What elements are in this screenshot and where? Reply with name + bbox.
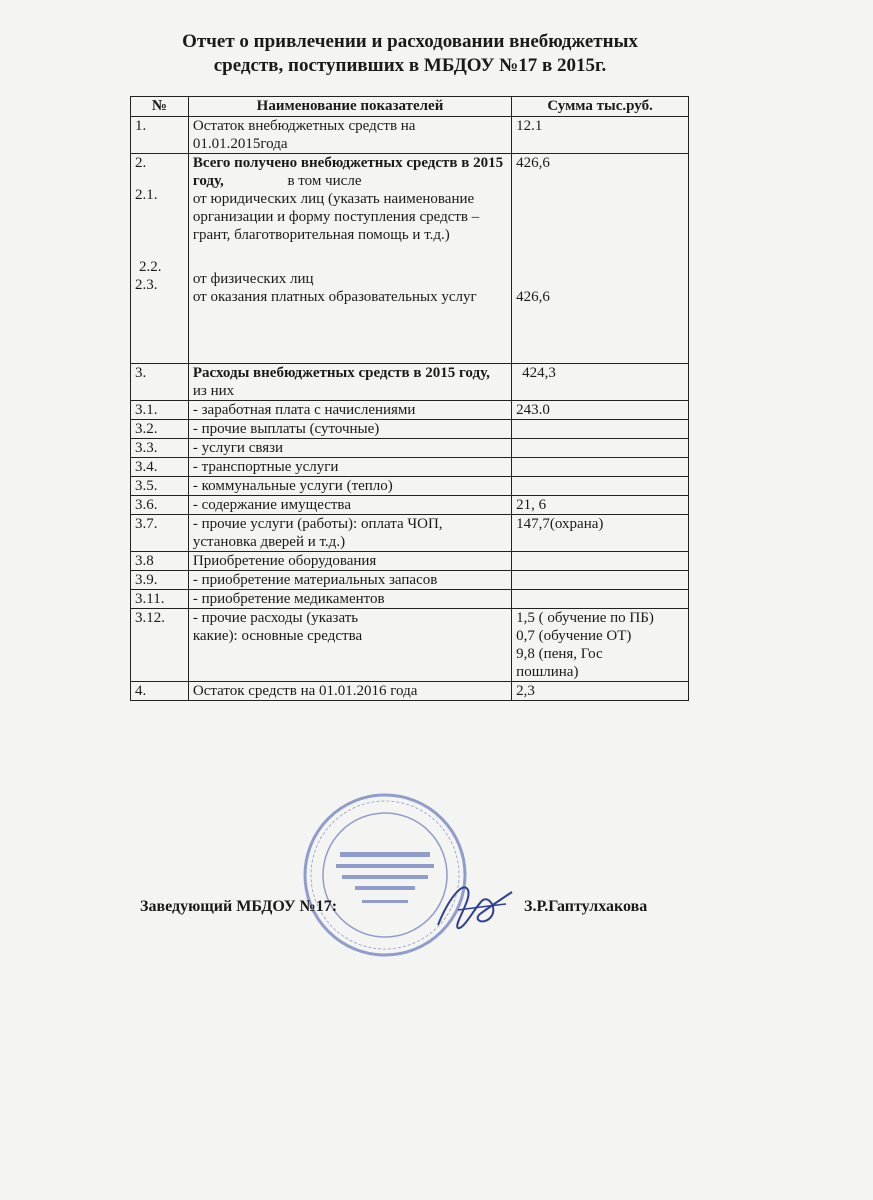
row-name-tail: в том числе (287, 173, 362, 189)
row-sum (512, 439, 689, 458)
row-sum: 1,5 ( обучение по ПБ) (516, 610, 654, 626)
document-title (130, 30, 690, 78)
row-sum-group (512, 609, 689, 682)
table-row (131, 590, 689, 609)
row-sum: 21, 6 (512, 496, 689, 515)
row-number-group (131, 154, 189, 364)
row-number: 3. (131, 364, 189, 401)
table-row (131, 439, 689, 458)
row-number: 2.2. (139, 259, 162, 275)
row-number: 3.4. (131, 458, 189, 477)
row-name: - содержание имущества (188, 496, 511, 515)
title-line-1: Отчет о привлечении и расходовании внебюджетных (182, 31, 638, 52)
row-sum: 426,6 (516, 155, 550, 171)
row-sum (512, 458, 689, 477)
title-line-2: средств, поступивших в МБДОУ №17 в 2015г. (213, 55, 607, 76)
row-number: 3.7. (131, 515, 189, 552)
signatory-title: Заведующий МБДОУ №17: (140, 898, 338, 915)
row-name-bold: Всего получено внебюджетных средств в 2015 году, (192, 155, 504, 189)
row-sum: 424,3 (512, 364, 689, 401)
row-name-tail: из них (192, 383, 235, 399)
row-sum (512, 571, 689, 590)
row-number: 2.1. (135, 187, 158, 203)
row-name: - приобретение медикаментов (188, 590, 511, 609)
row-sum: 147,7(охрана) (512, 515, 689, 552)
row-name: от оказания платных образовательных услуг (192, 289, 477, 305)
row-number: 3.1. (131, 401, 189, 420)
row-number: 3.9. (131, 571, 189, 590)
row-sum: 12.1 (512, 117, 689, 154)
report-table (130, 96, 689, 701)
table-row (131, 458, 689, 477)
signatory-name: З.Р.Гаптулхакова (524, 898, 648, 915)
table-row (131, 515, 689, 552)
row-sum: 426,6 (516, 289, 550, 305)
row-name: - транспортные услуги (188, 458, 511, 477)
header-sum: Сумма тыс.руб. (512, 97, 689, 117)
row-sum (512, 590, 689, 609)
header-indicator: Наименование показателей (188, 97, 511, 117)
row-name: - коммунальные услуги (тепло) (188, 477, 511, 496)
row-name-group (188, 154, 511, 364)
row-sum: 243.0 (512, 401, 689, 420)
row-sum-group (512, 154, 689, 364)
table-row (131, 477, 689, 496)
row-name: Остаток внебюджетных средств на 01.01.2015года (188, 117, 511, 154)
table-row (131, 364, 689, 401)
table-row (131, 571, 689, 590)
row-sum: 0,7 (обучение ОТ) (516, 628, 632, 644)
row-number: 3.8 (131, 552, 189, 571)
table-row (131, 552, 689, 571)
row-name: - заработная плата с начислениями (188, 401, 511, 420)
row-number: 2.3. (135, 277, 158, 293)
row-sum: 2,3 (512, 682, 689, 701)
row-number: 3.5. (131, 477, 189, 496)
table-row (131, 609, 689, 682)
row-number: 1. (131, 117, 189, 154)
row-number: 3.11. (131, 590, 189, 609)
row-number: 4. (131, 682, 189, 701)
row-name: - приобретение материальных запасов (188, 571, 511, 590)
row-name (188, 609, 511, 682)
table-row (131, 401, 689, 420)
row-number: 3.3. (131, 439, 189, 458)
row-sum: 9,8 (пеня, Гос пошлина) (516, 646, 603, 680)
row-name: Приобретение оборудования (188, 552, 511, 571)
table-row (131, 682, 689, 701)
table-row (131, 154, 689, 364)
row-name: - услуги связи (188, 439, 511, 458)
row-name: - прочие услуги (работы): оплата ЧОП, установка дверей и т.д.) (188, 515, 511, 552)
row-name: от юридических лиц (указать наименование организации и форму поступления средств – грант, благотворительная помощь и т.д.) (192, 191, 480, 243)
handwritten-signature-icon (428, 870, 518, 940)
row-name: от физических лиц (192, 271, 314, 287)
row-sum (512, 420, 689, 439)
row-name-text: - прочие расходы (указать какие): основные средства (192, 610, 363, 644)
table-header-row (131, 97, 689, 117)
row-number: 3.6. (131, 496, 189, 515)
table-row (131, 420, 689, 439)
row-name: Остаток средств на 01.01.2016 года (188, 682, 511, 701)
header-number: № (131, 97, 189, 117)
row-name-group (188, 364, 511, 401)
table-row (131, 117, 689, 154)
row-number: 3.2. (131, 420, 189, 439)
row-sum (512, 477, 689, 496)
row-name-bold: Расходы внебюджетных средств в 2015 году, (192, 365, 490, 381)
row-name: - прочие выплаты (суточные) (188, 420, 511, 439)
row-number: 3.12. (131, 609, 189, 682)
table-row (131, 496, 689, 515)
row-number: 2. (135, 155, 147, 171)
row-sum (512, 552, 689, 571)
